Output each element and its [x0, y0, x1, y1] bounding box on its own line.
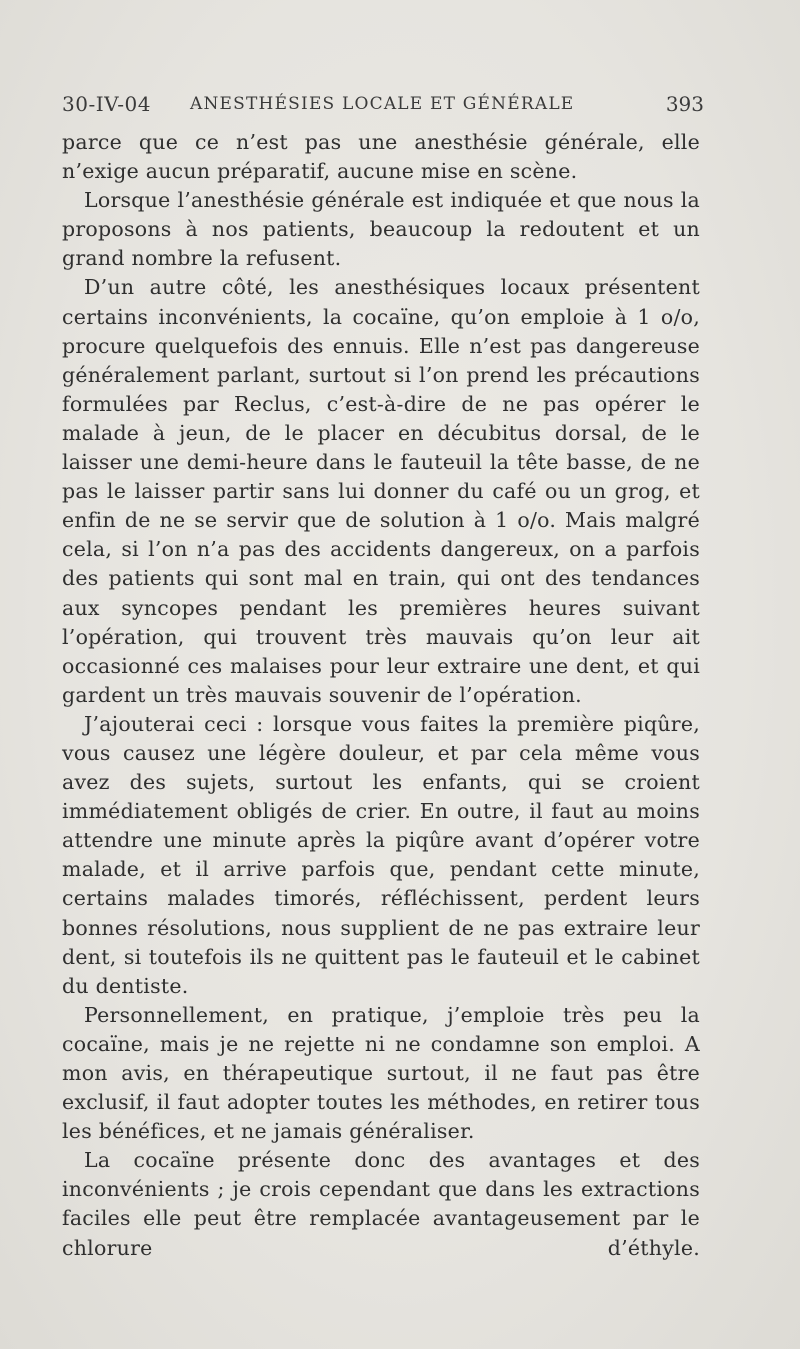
paragraph-1: parce que ce n’est pas une anesthésie générale, elle n’exige aucun préparatif, aucune mise en scène. — [62, 130, 700, 184]
paragraph-4: J’ajouterai ceci : lorsque vous faites la première piqûre, vous causez une légère douleur, et par cela même vous avez des sujets, surtout les enfants, qui se croient immédiatement obligés de crier. En outre, il faut au moins attendre une minute après la piqûre avant d’opérer votre malade, et il arrive parfois que, pendant cette minute, certains malades timorés, réfléchissent, perdent leurs bonnes résolutions, nous supplient de ne pas extraire leur dent, si toutefois ils ne quittent pas le fauteuil et le cabinet du dentiste. — [62, 711, 700, 998]
paragraph-2: Lorsque l’anesthésie générale est indiquée et que nous la proposons à nos patients, beaucoup la redoutent et un grand nombre la refusent. — [62, 188, 700, 271]
paragraph-6: La cocaïne présente donc des avantages et des inconvénients ; je crois cependant que dans les extractions faciles elle peut être remplacée avantageusement par le chlorure d’éthyle. — [62, 1148, 700, 1260]
body-text — [62, 128, 700, 1263]
running-header — [62, 88, 704, 124]
header-date: 30-IV-04 — [62, 92, 151, 116]
page-number: 393 — [665, 92, 704, 116]
header-running-title: ANESTHÉSIES LOCALE ET GÉNÉRALE — [190, 94, 575, 114]
paragraph-3: D’un autre côté, les anesthésiques locaux présentent certains inconvénients, la cocaïne, qu’on emploie à 1 o/o, procure quelquefois des ennuis. Elle n’est pas dangereuse généralement parlant, surtout si l’on prend les précautions formulées par Reclus, c’est-à-dire de ne pas opérer le malade à jeun, de le placer en décubitus dorsal, de le laisser une demi-heure dans le fauteuil la tête basse, de ne pas le laisser partir sans lui donner du café ou un grog, et enfin de ne se servir que de solution à 1 o/o. Mais malgré cela, si l’on n’a pas des accidents dangereux, on a parfois des patients qui sont mal en train, qui ont des tendances aux syncopes pendant les premières heures suivant l’opération, qui trouvent très mauvais qu’on leur ait occasionné ces malaises pour leur extraire une dent, et qui gardent un très mauvais souvenir de l’opération. — [62, 275, 700, 707]
paragraph-5: Personnellement, en pratique, j’emploie très peu la cocaïne, mais je ne rejette ni ne condamne son emploi. A mon avis, en thérapeutique surtout, il ne faut pas être exclusif, il faut adopter toutes les méthodes, en retirer tous les bénéfices, et ne jamais généraliser. — [62, 1002, 700, 1144]
